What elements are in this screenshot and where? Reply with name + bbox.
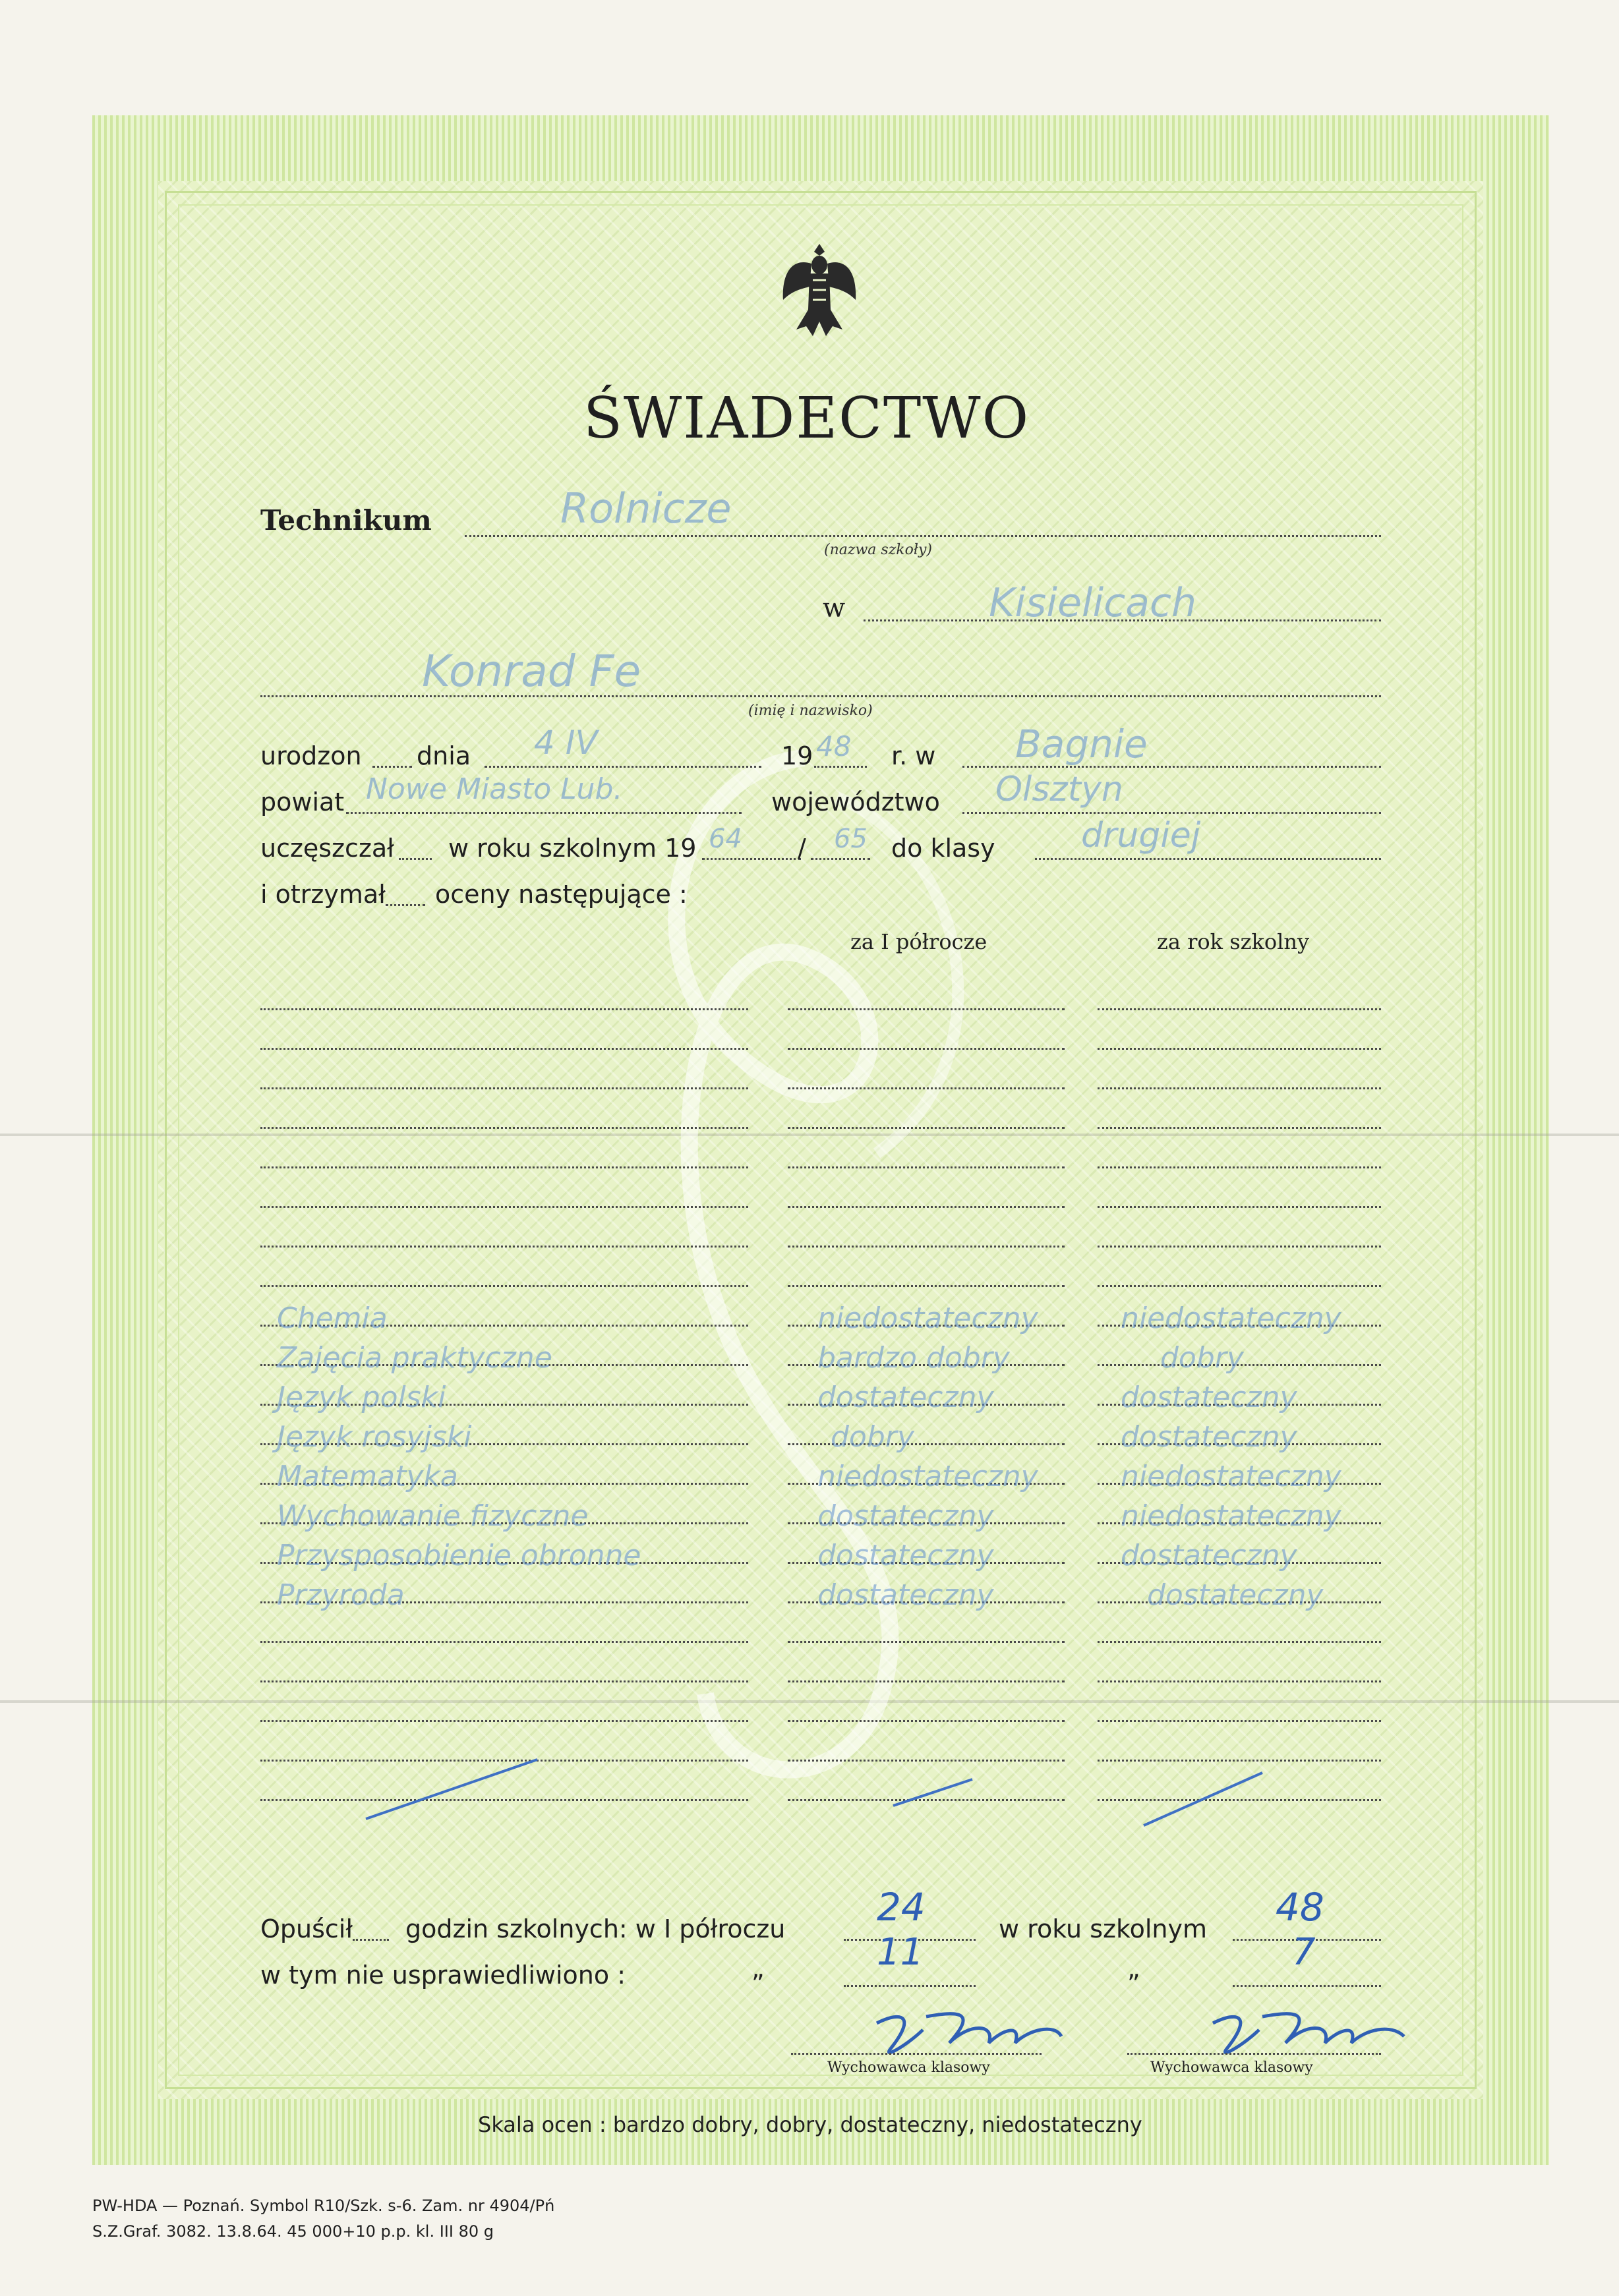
dotted-line xyxy=(791,2053,1042,2055)
birth-year-suffix: 48 xyxy=(816,730,852,762)
class-label: do klasy xyxy=(891,834,995,863)
dotted-line xyxy=(811,858,870,860)
year-to-value: 65 xyxy=(834,824,868,854)
first-half-column-header: za I półrocze xyxy=(850,929,987,954)
birth-place-value: Bagnie xyxy=(1015,722,1148,766)
unexcused-year-value: 7 xyxy=(1292,1931,1316,1974)
student-name-handwritten: Konrad Fe xyxy=(422,646,641,697)
year-separator: / xyxy=(798,834,806,863)
unexcused-half-value: 11 xyxy=(877,1931,924,1974)
grade-subject: Wychowanie fizyczne xyxy=(277,1499,589,1533)
year-prefix: 19 xyxy=(781,741,813,770)
printer-imprint-line2: S.Z.Graf. 3082. 13.8.64. 45 000+10 p.p. kl. III 80 g xyxy=(92,2222,494,2241)
day-label: dnia xyxy=(417,741,471,770)
dotted-line xyxy=(353,1939,389,1941)
absence-half-value: 24 xyxy=(877,1885,926,1930)
grade-subject: Przyroda xyxy=(277,1578,405,1612)
grade-half: dobry xyxy=(831,1420,914,1454)
student-name-caption: (imię i nazwisko) xyxy=(748,703,873,719)
school-name-handwritten: Rolnicze xyxy=(560,484,732,532)
absence-label-mid: godzin szkolnych: w I półroczu xyxy=(405,1914,786,1943)
eagle-emblem-icon xyxy=(777,237,862,349)
dotted-line xyxy=(702,858,801,860)
grade-subject: Chemia xyxy=(277,1302,388,1335)
dotted-line xyxy=(465,535,1381,537)
county-label: powiat xyxy=(260,788,345,817)
signature-right xyxy=(1200,1997,1417,2069)
dotted-line xyxy=(1035,858,1381,860)
year-from-value: 64 xyxy=(709,824,742,854)
dotted-line xyxy=(962,812,1381,814)
grading-scale: Skala ocen : bardzo dobry, dobry, dostateczny, niedostateczny xyxy=(478,2112,1142,2137)
grade-year: niedostateczny xyxy=(1121,1460,1341,1493)
ditto-mark: „ xyxy=(1127,1954,1140,1983)
class-value: drugiej xyxy=(1081,816,1201,855)
dotted-line xyxy=(372,766,412,768)
dotted-line xyxy=(485,766,761,768)
school-type-label: Technikum xyxy=(260,504,432,536)
grade-year: dostateczny xyxy=(1121,1381,1297,1414)
grade-subject: Język rosyjski xyxy=(277,1420,472,1454)
document-title: ŚWIADECTWO xyxy=(583,386,1030,451)
grade-subject: Przysposobienie obronne xyxy=(277,1539,641,1572)
grades-label: oceny następujące : xyxy=(435,880,688,909)
birth-day-value: 4 IV xyxy=(534,724,598,762)
dotted-line xyxy=(346,812,742,814)
grade-half: bardzo dobry xyxy=(817,1341,1010,1375)
grade-half: dostateczny xyxy=(817,1539,994,1572)
dotted-line xyxy=(399,858,432,860)
grade-half: niedostateczny xyxy=(817,1302,1038,1335)
grade-year: niedostateczny xyxy=(1121,1499,1341,1533)
unexcused-label: w tym nie usprawiedliwiono : xyxy=(260,1961,626,1990)
grade-half: niedostateczny xyxy=(817,1460,1038,1493)
school-city-handwritten: Kisielicach xyxy=(989,580,1196,626)
school-year-column-header: za rok szkolny xyxy=(1157,929,1310,954)
grade-year: dostateczny xyxy=(1121,1539,1297,1572)
signature-caption-right: Wychowawca klasowy xyxy=(1150,2059,1313,2076)
received-label: i otrzymał xyxy=(260,880,386,909)
printer-imprint-line1: PW-HDA — Poznań. Symbol R10/Szk. s-6. Zam. nr 4904/Pń xyxy=(92,2196,555,2215)
grade-year: dobry xyxy=(1160,1341,1244,1375)
cancel-strokes xyxy=(260,1733,1381,1832)
grade-year: dostateczny xyxy=(1147,1578,1324,1612)
grade-half: dostateczny xyxy=(817,1578,994,1612)
province-value: Olsztyn xyxy=(995,770,1123,809)
province-label: województwo xyxy=(771,788,940,817)
dotted-line xyxy=(386,904,425,906)
grade-subject: Język polski xyxy=(277,1381,446,1414)
dotted-line xyxy=(1127,2053,1381,2055)
school-name-caption: (nazwa szkoły) xyxy=(824,542,933,558)
signature-left xyxy=(864,1997,1081,2069)
ditto-mark: „ xyxy=(751,1954,765,1983)
grade-half: dostateczny xyxy=(817,1381,994,1414)
grade-year: dostateczny xyxy=(1121,1420,1297,1454)
grade-subject: Zajęcia praktyczne xyxy=(277,1341,552,1375)
absence-year-value: 48 xyxy=(1276,1885,1324,1930)
grade-subject: Matematyka xyxy=(277,1460,458,1493)
absence-year-label: w roku szkolnym xyxy=(999,1914,1207,1943)
dotted-line xyxy=(844,1985,976,1987)
in-label: w xyxy=(823,593,846,623)
absence-label-left: Opuścił xyxy=(260,1914,353,1943)
attendance-label: uczęszczał xyxy=(260,834,394,863)
born-label: urodzon xyxy=(260,741,362,770)
dotted-line xyxy=(814,766,867,768)
grade-half: dostateczny xyxy=(817,1499,994,1533)
dotted-line xyxy=(1233,1985,1381,1987)
grade-year: niedostateczny xyxy=(1121,1302,1341,1335)
r-w-label: r. w xyxy=(891,741,936,770)
signature-caption-left: Wychowawca klasowy xyxy=(827,2059,990,2076)
county-value: Nowe Miasto Lub. xyxy=(366,772,623,806)
school-year-label: w roku szkolnym 19 xyxy=(448,834,697,863)
